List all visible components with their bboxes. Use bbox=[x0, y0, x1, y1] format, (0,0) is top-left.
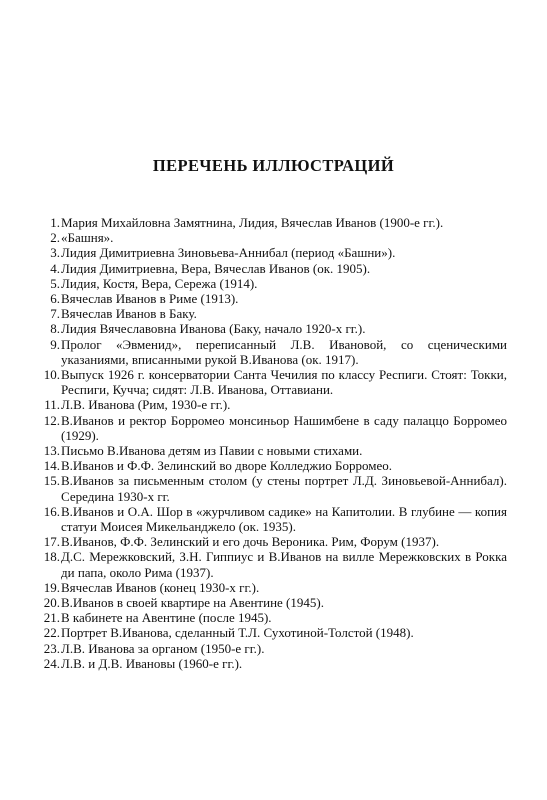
list-item bbox=[45, 276, 507, 291]
item-number: 17. bbox=[43, 534, 60, 550]
item-number: 10. bbox=[43, 367, 60, 383]
item-number: 16. bbox=[43, 503, 60, 519]
item-text: Д.С. Мережковский, З.Н. Гиппиус и В.Иванов на вилле Мережковских в Рокка ди папа, около Рима (1937). bbox=[61, 549, 507, 580]
list-item bbox=[45, 549, 507, 579]
item-text: Портрет В.Иванова, сделанный Т.Л. Сухотиной-Толстой (1948). bbox=[61, 625, 414, 641]
item-number: 21. bbox=[43, 610, 60, 626]
list-item bbox=[45, 641, 507, 656]
list-item bbox=[45, 306, 507, 321]
item-text: «Башня». bbox=[61, 230, 114, 246]
item-text: Пролог «Эвменид», переписанный Л.В. Ивановой, со сценическими указаниями, вписанными рукой В.Иванова (ок. 1917). bbox=[61, 336, 507, 367]
item-text: Лидия Вячеславовна Иванова (Баку, начало 1920-х гг.). bbox=[61, 321, 366, 337]
item-number: 18. bbox=[43, 549, 60, 565]
page-title: ПЕРЕЧЕНЬ ИЛЛЮСТРАЦИЙ bbox=[152, 156, 395, 175]
list-item bbox=[45, 458, 507, 473]
item-text: Лидия Димитриевна, Вера, Вячеслав Иванов (ок. 1905). bbox=[61, 260, 371, 276]
list-item bbox=[45, 261, 507, 276]
item-number: 11. bbox=[44, 397, 60, 413]
list-item bbox=[45, 337, 507, 367]
item-text: В.Иванов и О.А. Шор в «журчливом садике» на Капитолии. В глубине — копия статуи Моисея Микельанджело (ок. 1935). bbox=[61, 503, 507, 535]
item-text: Выпуск 1926 г. консерватории Санта Чечилия по классу Респиги. Стоят: Токки, Респиги, Кучча; сидят: Л.В. Иванова, Оттавиани. bbox=[61, 367, 507, 398]
item-number: 13. bbox=[43, 443, 60, 459]
item-number: 22. bbox=[43, 625, 60, 641]
list-item bbox=[45, 443, 507, 458]
item-text: В.Иванов и Ф.Ф. Зелинский во дворе Колледжио Борромео. bbox=[61, 458, 392, 474]
item-text: В.Иванов, Ф.Ф. Зелинский и его дочь Вероника. Рим, Форум (1937). bbox=[61, 534, 440, 550]
item-number: 8. bbox=[50, 321, 60, 337]
item-number: 12. bbox=[43, 412, 60, 428]
list-item bbox=[45, 215, 507, 230]
item-text: Письмо В.Иванова детям из Павии с новыми стихами. bbox=[61, 443, 363, 459]
item-number: 1. bbox=[50, 215, 60, 230]
item-text: В.Иванов и ректор Борромео монсиньор Нашимбене в саду палаццо Борромео (1929). bbox=[61, 412, 507, 443]
item-text: Вячеслав Иванов в Баку. bbox=[61, 306, 197, 322]
list-item bbox=[45, 580, 507, 595]
item-number: 23. bbox=[43, 640, 60, 656]
item-text: В.Иванов за письменным столом (у стены портрет Л.Д. Зиновьевой-Аннибал). Середина 1930-х гг. bbox=[61, 473, 507, 504]
illustrations-list bbox=[45, 215, 507, 671]
item-number: 20. bbox=[43, 595, 60, 611]
item-text: Л.В. Иванова (Рим, 1930-е гг.). bbox=[61, 397, 231, 413]
list-item bbox=[45, 413, 507, 443]
item-number: 14. bbox=[43, 458, 60, 474]
item-number: 5. bbox=[50, 275, 60, 291]
list-item bbox=[45, 504, 507, 534]
item-number: 24. bbox=[43, 655, 60, 671]
item-text: Л.В. Иванова за органом (1950-е гг.). bbox=[61, 640, 265, 656]
list-item bbox=[45, 367, 507, 397]
item-text: В.Иванов в своей квартире на Авентине (1945). bbox=[61, 595, 324, 611]
item-number: 7. bbox=[50, 306, 60, 322]
item-text: Вячеслав Иванов (конец 1930-х гг.). bbox=[61, 579, 260, 595]
list-item bbox=[45, 625, 507, 640]
item-number: 6. bbox=[50, 291, 60, 307]
list-item bbox=[45, 595, 507, 610]
list-item bbox=[45, 534, 507, 549]
item-number: 2. bbox=[50, 230, 60, 246]
list-item bbox=[45, 656, 507, 671]
item-number: 19. bbox=[43, 579, 60, 595]
list-item bbox=[45, 245, 507, 260]
list-item bbox=[45, 610, 507, 625]
item-number: 9. bbox=[50, 336, 60, 352]
item-text: Мария Михайловна Замятнина, Лидия, Вячеслав Иванов (1900-е гг.). bbox=[61, 215, 444, 230]
item-number: 3. bbox=[50, 245, 60, 261]
list-item bbox=[45, 321, 507, 336]
item-text: Л.В. и Д.В. Ивановы (1960-е гг.). bbox=[61, 655, 243, 671]
item-text: Лидия, Костя, Вера, Сережа (1914). bbox=[61, 275, 258, 291]
item-number: 4. bbox=[50, 260, 60, 276]
item-text: Вячеслав Иванов в Риме (1913). bbox=[61, 291, 239, 307]
list-item bbox=[45, 473, 507, 503]
list-item bbox=[45, 291, 507, 306]
item-number: 15. bbox=[43, 473, 60, 489]
list-item bbox=[45, 397, 507, 412]
list-item bbox=[45, 230, 507, 245]
item-text: В кабинете на Авентине (после 1945). bbox=[61, 610, 272, 626]
item-text: Лидия Димитриевна Зиновьева-Аннибал (период «Башни»). bbox=[61, 245, 396, 261]
